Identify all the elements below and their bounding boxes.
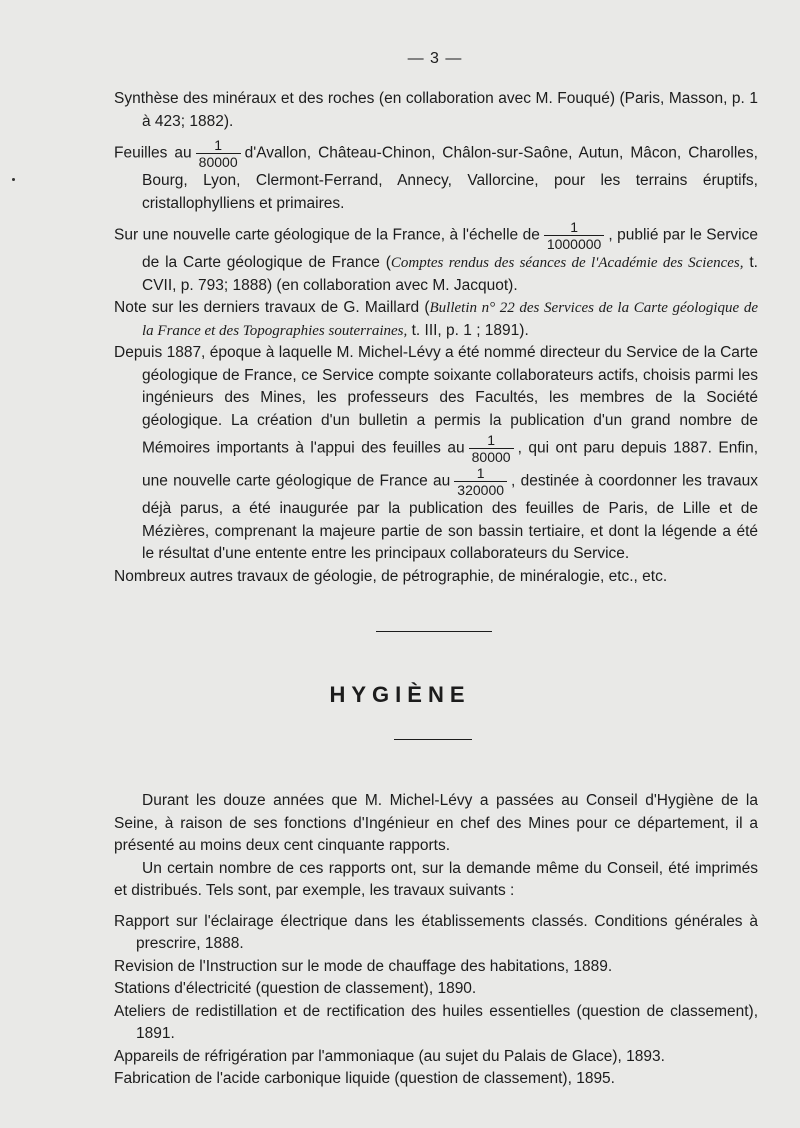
note-journal: Bulletin n° 22 des Services de la Carte géologique de la France et des Topographies souterraines, [142,300,758,339]
report-item: Rapport sur l'éclairage électrique dans les établissements classés. Conditions générales à prescrire, 1888. [114,912,758,952]
report-item: Revision de l'Instruction sur le mode de chauffage des habitations, 1889. [114,957,613,975]
hygiene-section [114,790,758,1091]
carte-post: t. CVII, p. 793; 1888) (en collaboration avec M. Jacquot). [142,254,758,294]
section-divider [376,631,492,632]
note-pre: Note sur les derniers travaux de G. Maillard ( [114,299,430,316]
report-item: Fabrication de l'acide carbonique liquide (question de classement), 1895. [114,1070,615,1087]
work-synthese: Synthèse des minéraux et des roches (en collaboration avec M. Fouqué) (Paris, Masson, p. 1 à 423; 1882). [114,90,758,130]
fraction-1000000 [544,219,605,252]
work-note [114,297,758,342]
fraction-denominator: 80000 [471,449,511,465]
report-item: Appareils de réfrigération par l'ammoniaque (au sujet du Palais de Glace), 1893. [114,1047,665,1065]
feuilles-pre: Feuilles au [114,144,192,162]
carte-mid: , publié par le Service de la Carte géologique de France ( [142,226,758,271]
fraction-numerator: 1 [196,137,241,154]
report-list [114,911,758,1091]
fraction-80000 [469,432,514,465]
work-feuilles [114,137,758,215]
page-number: — 3 — [407,50,463,67]
depuis-part1: Depuis 1887, époque à laquelle M. Michel-Lévy a été nommé directeur du Service de la Carte géologique de France, ce Service compte soixante collaborateurs actifs, choisis parmi les ingénieurs des Mines, les professeurs des Facultés, les membres de la Société géologique. La création d'un bulletin a permis la publication d'un grand nombre de Mémoires importants à l'appui des feuilles au [114,344,758,457]
feuilles-post: d'Avallon, Château-Chinon, Châlon-sur-Saône, Autun, Mâcon, Charolles, Bourg, Lyon, Clermont-Ferrand, Annecy, Vallorcine, pour les terrains éruptifs, cristallophylliens et primaires. [142,144,758,212]
works-list [114,88,758,588]
carte-pre: Sur une nouvelle carte géologique de la France, à l'échelle de [114,226,540,244]
heading-underline [394,739,472,740]
fraction-denominator: 80000 [198,154,238,170]
fraction-80000 [196,137,241,170]
fraction-denominator: 1000000 [546,236,602,252]
fraction-numerator: 1 [469,432,514,449]
paper-speck [12,178,15,181]
section-heading: HYGIÈNE [329,682,471,707]
hygiene-paragraph-1: Durant les douze années que M. Michel-Lévy a passées au Conseil d'Hygiène de la Seine, à raison de ses fonctions d'Ingénieur en chef des Mines pour ce département, il a présenté au moins deux cent cinquante rapports. [114,792,758,854]
report-item: Ateliers de redistillation et de rectification des huiles essentielles (question de classement), 1891. [114,1002,758,1042]
depuis-paragraph [114,342,758,566]
fraction-numerator: 1 [454,465,507,482]
hygiene-paragraph-2: Un certain nombre de ces rapports ont, sur la demande même du Conseil, été imprimés et distribués. Tels sont, par exemple, les travaux suivants : [114,859,758,899]
nombreux-line: Nombreux autres travaux de géologie, de pétrographie, de minéralogie, etc., etc. [114,567,668,585]
note-post: t. III, p. 1 ; 1891). [407,321,529,339]
work-carte [114,219,758,297]
fraction-denominator: 320000 [457,482,505,498]
depuis-part2: , qui ont paru depuis 1887. Enfin, une nouvelle carte géologique de France au [142,439,759,490]
fraction-320000 [454,465,507,498]
carte-journal: Comptes rendus des séances de l'Académie des Sciences, [390,255,744,271]
depuis-part3: , destinée à coordonner les travaux déjà parus, a été inaugurée par la publication des feuilles de Paris, de Lille et de Mézières, comprenant la majeure partie de son bassin tertiaire, et dont la légende a été le résultat d'une entente entre les principaux collaborateurs du Service. [142,472,758,562]
fraction-numerator: 1 [544,219,605,236]
report-item: Stations d'électricité (question de classement), 1890. [114,980,477,997]
